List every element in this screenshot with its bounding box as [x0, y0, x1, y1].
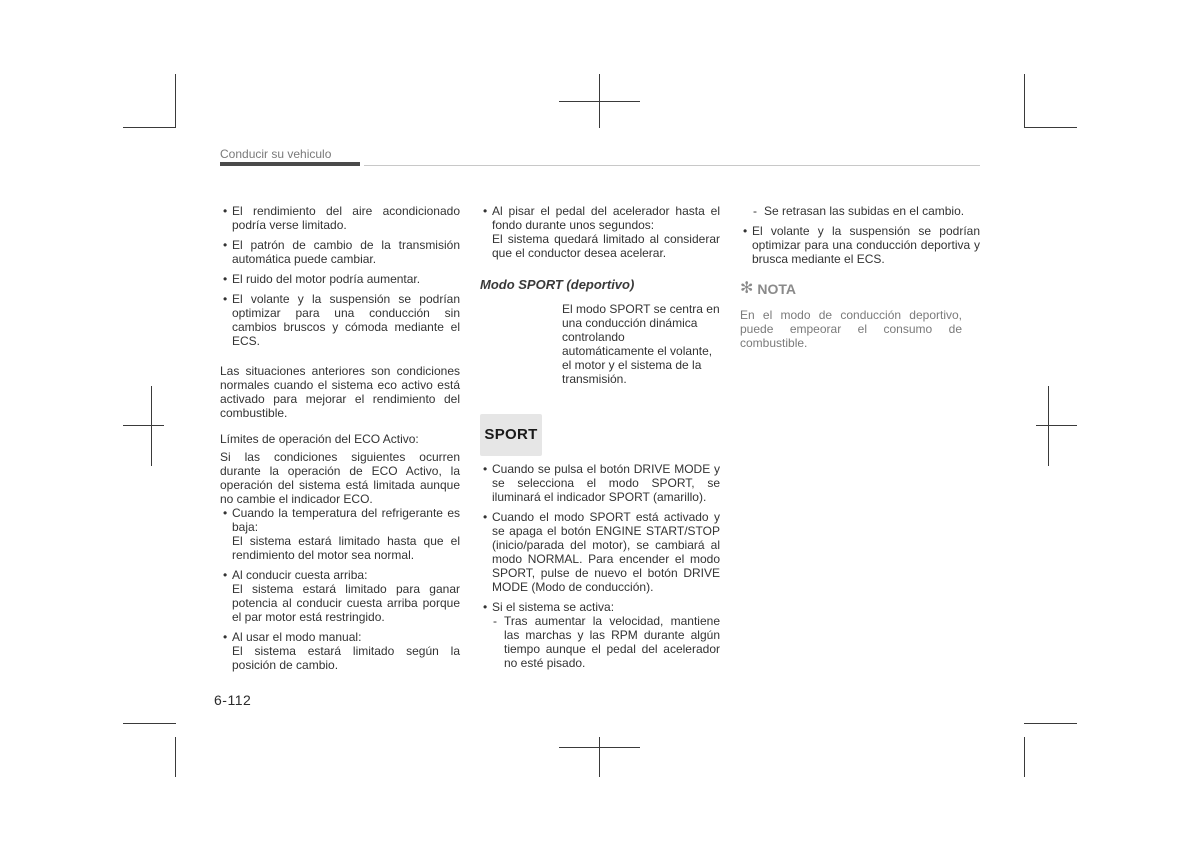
column-3: [740, 204, 980, 362]
list-item: [220, 630, 460, 672]
list-item: • El patrón de cambio de la transmisión automática puede cambiar.: [220, 238, 460, 266]
item-label: • Al usar el modo manual:: [232, 630, 362, 644]
item-label: • Al pisar el pedal del acelerador hasta el fondo durante unos segundos:: [492, 204, 720, 232]
column-1: [220, 204, 460, 678]
item-text: El sistema quedará limitado al considerar que el conductor desea acelerar.: [492, 232, 720, 260]
limits-heading: Límites de operación del ECO Activo:: [220, 432, 419, 446]
header-rule: [364, 165, 980, 166]
list-item: • Cuando el modo SPORT está activado y se apaga el botón ENGINE START/STOP (inicio/parada del motor), se cambiará al modo NORMAL. Para encender el modo SPORT, pulse de nuevo el botón DRIVE MODE (Modo de conducción).: [480, 510, 720, 594]
page-header: [220, 147, 980, 169]
item-text: El sistema estará limitado para ganar potencia al conducir cuesta arriba porque el par motor está restringido.: [232, 582, 460, 624]
paragraph: Las situaciones anteriores son condiciones normales cuando el sistema eco activo está activado para mejorar el rendimiento del combustible.: [220, 364, 460, 420]
item-label: • Al conducir cuesta arriba:: [232, 568, 368, 582]
sport-description: El modo SPORT se centra en una conducción dinámica controlando automáticamente el volante, el motor y el sistema de la transmisión.: [562, 302, 720, 386]
section-title: Conducir su vehiculo: [220, 147, 332, 161]
list-item: • El volante y la suspensión se podrían optimizar para una conducción sin cambios bruscos y cómoda mediante el ECS.: [220, 292, 460, 348]
list-item: [220, 568, 460, 624]
column-2: [480, 204, 720, 676]
item-text: El sistema estará limitado hasta que el rendimiento del motor sea normal.: [232, 534, 460, 562]
list-item: [220, 506, 460, 562]
list-item: • El volante y la suspensión se podrían optimizar para una conducción deportiva y brusca mediante el ECS.: [740, 224, 980, 266]
item-text: El sistema estará limitado según la posición de cambio.: [232, 644, 460, 672]
limits-intro: Si las condiciones siguientes ocurren durante la operación de ECO Activo, la operación del sistema está limitada aunque no cambie el indicador ECO.: [220, 450, 460, 506]
sub-list-item: - Tras aumentar la velocidad, mantiene las marchas y las RPM durante algún tiempo aunque el pedal del acelerador no esté pisado.: [480, 614, 720, 670]
sport-intro: [480, 302, 720, 456]
page-number: 6-112: [214, 692, 252, 708]
sport-indicator-icon: SPORT: [480, 414, 542, 456]
list-item: • Cuando se pulsa el botón DRIVE MODE y se selecciona el modo SPORT, se iluminará el indicador SPORT (amarillo).: [480, 462, 720, 504]
note-text: En el modo de conducción deportivo, puede empeorar el consumo de combustible.: [740, 308, 962, 350]
list-item: • El ruido del motor podría aumentar.: [220, 272, 460, 286]
asterisk-icon: ✻: [740, 280, 754, 297]
sub-list-item: - Se retrasan las subidas en el cambio.: [740, 204, 980, 218]
note-heading: [740, 282, 980, 296]
list-item: • El rendimiento del aire acondicionado podría verse limitado.: [220, 204, 460, 232]
note-title: NOTA: [757, 281, 797, 297]
header-bar: [220, 162, 360, 166]
item-label: • Cuando la temperatura del refrigerante es baja:: [232, 506, 460, 534]
sport-mode-heading: Modo SPORT (deportivo): [480, 277, 635, 292]
list-item: • Si el sistema se activa:: [480, 600, 720, 614]
list-item: [480, 204, 720, 260]
